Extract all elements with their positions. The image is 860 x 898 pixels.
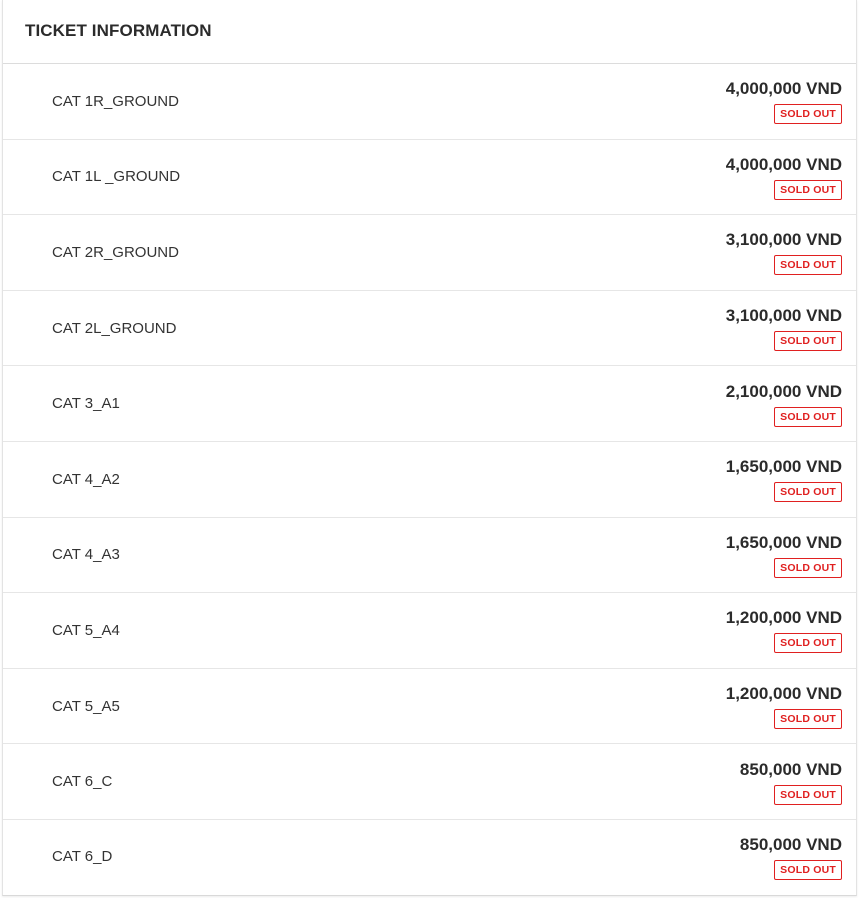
ticket-price: 3,100,000 VND (725, 230, 842, 250)
ticket-name: CAT 5_A4 (52, 621, 120, 639)
ticket-row[interactable] (3, 64, 856, 140)
sold-out-badge: SOLD OUT (774, 180, 842, 200)
ticket-price: 3,100,000 VND (725, 306, 842, 326)
ticket-name: CAT 6_D (52, 848, 113, 866)
ticket-row[interactable] (3, 669, 856, 745)
ticket-row[interactable] (3, 366, 856, 442)
ticket-row[interactable] (3, 442, 856, 518)
sold-out-badge: SOLD OUT (774, 785, 842, 805)
ticket-price-block (740, 835, 842, 880)
ticket-price-block (726, 382, 842, 427)
ticket-information-panel (2, 0, 857, 896)
panel-title: TICKET INFORMATION (25, 21, 212, 40)
ticket-price-block (726, 457, 842, 502)
sold-out-badge: SOLD OUT (774, 331, 842, 351)
ticket-price: 850,000 VND (739, 834, 842, 854)
ticket-price: 1,200,000 VND (725, 608, 842, 628)
ticket-price-block (726, 79, 842, 124)
ticket-price-block (726, 684, 842, 729)
ticket-price: 850,000 VND (739, 759, 842, 779)
ticket-price-block (726, 230, 842, 275)
sold-out-badge: SOLD OUT (774, 407, 842, 427)
ticket-price: 1,650,000 VND (725, 532, 842, 552)
ticket-name: CAT 3_A1 (52, 395, 120, 413)
ticket-name: CAT 5_A5 (52, 697, 120, 715)
ticket-price-block (726, 155, 842, 200)
ticket-name: CAT 2L_GROUND (52, 319, 177, 337)
ticket-row[interactable] (3, 140, 856, 216)
sold-out-badge: SOLD OUT (774, 482, 842, 502)
ticket-row[interactable] (3, 518, 856, 594)
sold-out-badge: SOLD OUT (774, 860, 842, 880)
ticket-price: 4,000,000 VND (725, 154, 842, 174)
ticket-price-block (726, 306, 842, 351)
ticket-price-block (740, 760, 842, 805)
ticket-row[interactable] (3, 820, 856, 894)
ticket-name: CAT 4_A2 (52, 470, 120, 488)
sold-out-badge: SOLD OUT (774, 558, 842, 578)
ticket-price: 4,000,000 VND (725, 79, 842, 99)
ticket-price: 2,100,000 VND (725, 381, 842, 401)
ticket-price-block (726, 533, 842, 578)
ticket-row[interactable] (3, 291, 856, 367)
ticket-list (3, 64, 856, 894)
ticket-price-block (726, 608, 842, 653)
sold-out-badge: SOLD OUT (774, 104, 842, 124)
ticket-name: CAT 1R_GROUND (52, 92, 179, 110)
ticket-name: CAT 6_C (52, 773, 113, 791)
sold-out-badge: SOLD OUT (774, 633, 842, 653)
ticket-row[interactable] (3, 744, 856, 820)
ticket-name: CAT 4_A3 (52, 546, 120, 564)
ticket-price: 1,200,000 VND (725, 684, 842, 704)
sold-out-badge: SOLD OUT (774, 255, 842, 275)
ticket-name: CAT 2R_GROUND (52, 243, 179, 261)
ticket-row[interactable] (3, 593, 856, 669)
ticket-row[interactable] (3, 215, 856, 291)
sold-out-badge: SOLD OUT (774, 709, 842, 729)
ticket-price: 1,650,000 VND (725, 457, 842, 477)
ticket-name: CAT 1L _GROUND (52, 168, 181, 186)
panel-header (3, 0, 856, 64)
